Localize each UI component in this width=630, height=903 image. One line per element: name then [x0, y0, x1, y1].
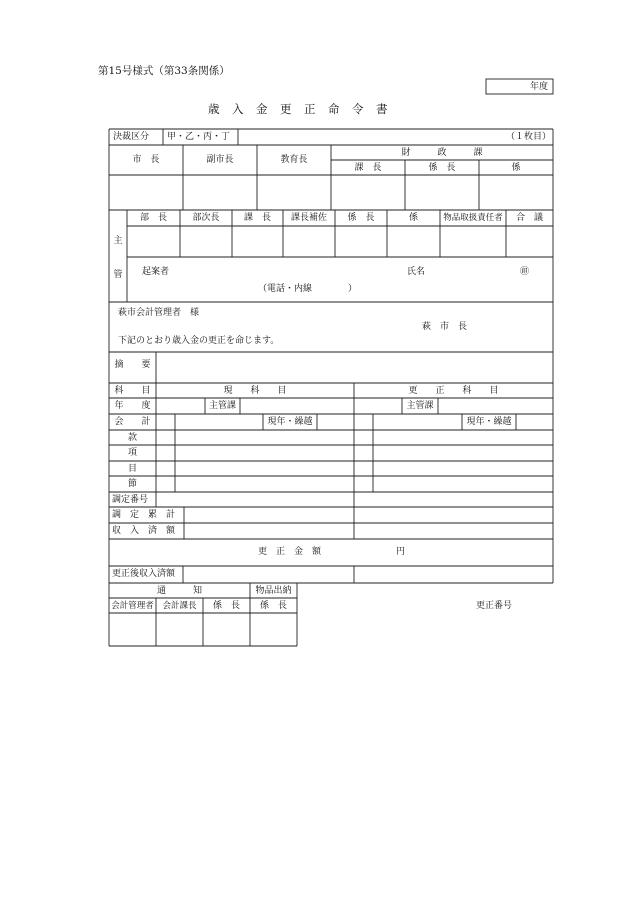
setsu-label: 節 — [127, 479, 137, 489]
form-number: 第15号様式（第33条関係） — [98, 65, 230, 77]
responsible-side-top: 主 — [113, 236, 123, 246]
notice-sub-chief-label-2: 係 長 — [259, 601, 287, 611]
decision-class-options: 甲・乙・丙・丁 — [167, 132, 231, 142]
vice-mayor-label: 副市長 — [206, 155, 234, 165]
notice-sub-chief-label: 係 長 — [212, 601, 240, 611]
accounting-chief-label: 会計課長 — [162, 601, 197, 611]
resp-header: 物品取扱責任者 — [443, 213, 503, 223]
superintendent-label: 教育長 — [280, 155, 308, 165]
year-transfer-label-2: 現年・繰越 — [466, 417, 512, 427]
resp-header: 課長補佐 — [290, 213, 327, 223]
assess-total-label: 調 定 累 計 — [112, 510, 176, 520]
kou-label: 項 — [127, 448, 137, 458]
year-label: 年 度 — [114, 401, 151, 411]
accounting-label: 会 計 — [114, 417, 151, 427]
staff-label: 係 — [511, 163, 521, 173]
instruction: 下記のとおり歳入金の更正を命じます。 — [118, 336, 280, 346]
responsible-side-bottom: 管 — [113, 270, 123, 280]
page-title: 歳 入 金 更 正 命 令 書 — [208, 102, 388, 116]
resp-header: 係 — [408, 213, 418, 223]
notice-label: 通 知 — [156, 586, 202, 596]
name-label: 氏名 — [407, 267, 426, 277]
subject-label: 科 目 — [114, 386, 151, 396]
summary-label: 摘 要 — [114, 360, 151, 370]
received-label: 収 入 済 額 — [112, 526, 176, 536]
seal-icon: ㊞ — [520, 267, 530, 277]
after-received-label: 更正後収入済額 — [112, 569, 176, 579]
section-chief-label: 課 長 — [354, 163, 382, 173]
addressee: 萩市会計管理者 様 — [118, 308, 200, 318]
corrected-subject-label: 更 正 科 目 — [408, 386, 499, 396]
kan-label: 款 — [127, 433, 137, 443]
resp-header: 係 長 — [347, 213, 375, 223]
current-subject-label: 現 科 目 — [223, 386, 287, 396]
fiscal-year-label: 年度 — [530, 82, 549, 92]
yen-label: 円 — [396, 547, 406, 557]
resp-header: 部次長 — [192, 213, 220, 223]
resp-header: 課 長 — [243, 213, 271, 223]
resp-header: 合 議 — [515, 213, 543, 223]
sub-chief-label: 係 長 — [428, 163, 456, 173]
moku-label: 目 — [127, 464, 137, 474]
resp-header: 部 長 — [139, 213, 167, 223]
finance-div-label: 財 政 課 — [401, 148, 483, 158]
sheet-label: （１枚目） — [506, 132, 552, 142]
issuer: 萩 市 長 — [422, 322, 468, 332]
decision-class-label: 決裁区分 — [113, 132, 150, 142]
accounting-mgr-label: 会計管理者 — [111, 601, 154, 611]
correction-amount-label: 更 正 金 額 — [258, 547, 322, 557]
main-section-label: 主管課 — [208, 401, 236, 411]
mayor-label: 市 長 — [132, 155, 160, 165]
goods-label: 物品出納 — [255, 586, 292, 596]
year-transfer-label: 現年・繰越 — [267, 417, 313, 427]
drafter-label: 起案者 — [142, 267, 170, 277]
assess-no-label: 調定番号 — [112, 495, 149, 505]
correction-no-label: 更正番号 — [476, 601, 513, 611]
phone-label: （電話・内線 ） — [258, 284, 358, 294]
main-section-label-2: 主管課 — [406, 401, 434, 411]
